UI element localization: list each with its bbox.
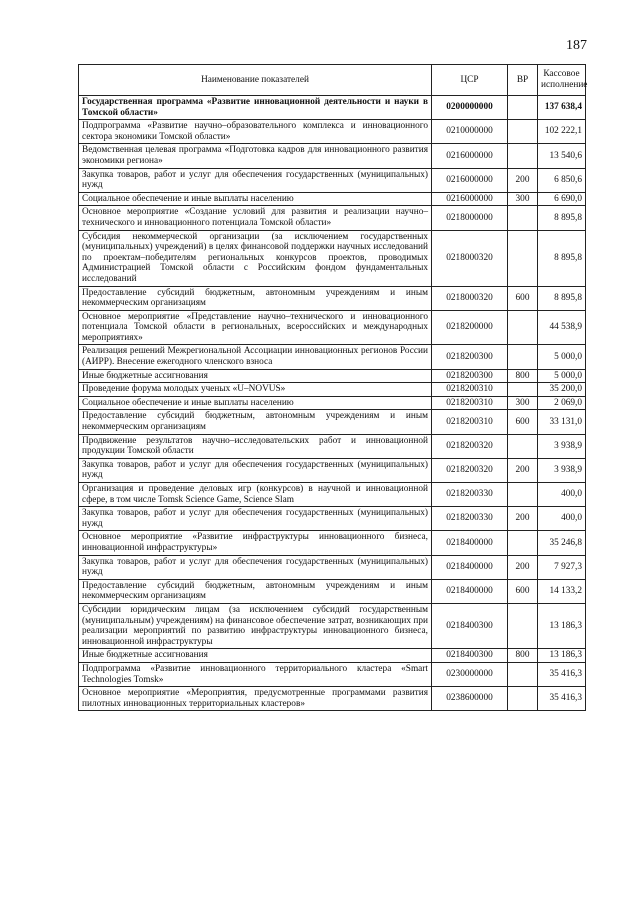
cell-amount: 13 186,3 <box>538 649 586 663</box>
cell-name: Закупка товаров, работ и услуг для обеспечения государственных (муниципальных) нужд <box>79 458 432 482</box>
cell-name: Подпрограмма «Развитие научно–образовательного комплекса и инновационного сектора экономики Томской области» <box>79 120 432 144</box>
cell-name: Реализация решений Межрегиональной Ассоциации инновационных регионов России (АИРР). Внесение ежегодного членского взноса <box>79 345 432 369</box>
header-vr: ВР <box>508 65 538 96</box>
cell-csr: 0210000000 <box>432 120 508 144</box>
cell-vr <box>508 434 538 458</box>
cell-name: Продвижение результатов научно–исследовательских работ и инновационной продукции Томской области <box>79 434 432 458</box>
table-row <box>79 507 586 531</box>
cell-amount: 137 638,4 <box>538 96 586 120</box>
cell-csr: 0218400000 <box>432 555 508 579</box>
table-row <box>79 310 586 345</box>
cell-amount: 6 850,6 <box>538 168 586 192</box>
table-row <box>79 458 586 482</box>
cell-csr: 0218200320 <box>432 458 508 482</box>
cell-csr: 0230000000 <box>432 662 508 686</box>
cell-csr: 0200000000 <box>432 96 508 120</box>
table-row <box>79 369 586 383</box>
cell-name: Социальное обеспечение и иные выплаты населению <box>79 192 432 206</box>
table-body <box>79 96 586 711</box>
table-row <box>79 687 586 711</box>
table-row <box>79 96 586 120</box>
table-row <box>79 286 586 310</box>
cell-amount: 35 246,8 <box>538 531 586 555</box>
cell-amount: 44 538,9 <box>538 310 586 345</box>
cell-vr: 300 <box>508 192 538 206</box>
cell-name: Предоставление субсидий бюджетным, автономным учреждениям и иным некоммерческим организациям <box>79 286 432 310</box>
cell-csr: 0218200000 <box>432 310 508 345</box>
page-number: 187 <box>566 38 587 53</box>
cell-name: Субсидия некоммерческой организации (за исключением государственных (муниципальных) учреждений) в целях финансовой поддержки научных исследований по проектам–победителям региональных конкурсов проектов, проводимых Администрацией Томской области с Российским фондом фундаментальных исследований <box>79 230 432 286</box>
cell-csr: 0218200320 <box>432 434 508 458</box>
cell-amount: 35 416,3 <box>538 687 586 711</box>
cell-csr: 0218000320 <box>432 230 508 286</box>
cell-amount: 8 895,8 <box>538 206 586 230</box>
cell-name: Предоставление субсидий бюджетным, автономным учреждениям и иным некоммерческим организациям <box>79 410 432 434</box>
table-row <box>79 192 586 206</box>
cell-vr <box>508 144 538 168</box>
cell-amount: 35 416,3 <box>538 662 586 686</box>
budget-execution-table <box>78 64 586 711</box>
cell-vr <box>508 662 538 686</box>
cell-name: Закупка товаров, работ и услуг для обеспечения государственных (муниципальных) нужд <box>79 168 432 192</box>
cell-amount: 14 133,2 <box>538 579 586 603</box>
table-row <box>79 555 586 579</box>
table-row <box>79 662 586 686</box>
header-cash-execution: Кассовое исполнение <box>538 65 586 96</box>
cell-csr: 0218200330 <box>432 483 508 507</box>
header-csr: ЦСР <box>432 65 508 96</box>
cell-csr: 0218200300 <box>432 345 508 369</box>
cell-csr: 0218000000 <box>432 206 508 230</box>
cell-vr: 600 <box>508 286 538 310</box>
cell-vr: 600 <box>508 579 538 603</box>
table-row <box>79 230 586 286</box>
cell-name: Основное мероприятие «Представление научно–технического и инновационного потенциала Томской области в региональных, всероссийских и международных мероприятиях» <box>79 310 432 345</box>
cell-vr <box>508 483 538 507</box>
cell-name: Организация и проведение деловых игр (конкурсов) в научной и инновационной сфере, в том числе Tomsk Science Game, Science Slam <box>79 483 432 507</box>
table-header-row <box>79 65 586 96</box>
header-indicator-name: Наименование показателей <box>79 65 432 96</box>
cell-amount: 6 690,0 <box>538 192 586 206</box>
cell-amount: 8 895,8 <box>538 230 586 286</box>
cell-vr: 800 <box>508 369 538 383</box>
cell-vr: 300 <box>508 396 538 410</box>
table-row <box>79 345 586 369</box>
cell-amount: 3 938,9 <box>538 434 586 458</box>
cell-amount: 102 222,1 <box>538 120 586 144</box>
table-row <box>79 483 586 507</box>
cell-vr <box>508 310 538 345</box>
cell-csr: 0238600000 <box>432 687 508 711</box>
cell-vr <box>508 531 538 555</box>
table-row <box>79 144 586 168</box>
cell-vr <box>508 96 538 120</box>
table-row <box>79 649 586 663</box>
table-row <box>79 396 586 410</box>
cell-amount: 5 000,0 <box>538 345 586 369</box>
cell-csr: 0218400000 <box>432 579 508 603</box>
cell-vr: 200 <box>508 555 538 579</box>
table-row <box>79 383 586 397</box>
cell-name: Основное мероприятие «Мероприятия, предусмотренные программами развития пилотных инновационных территориальных кластеров» <box>79 687 432 711</box>
cell-amount: 2 069,0 <box>538 396 586 410</box>
cell-name: Проведение форума молодых ученых «U–NOVUS» <box>79 383 432 397</box>
table-row <box>79 410 586 434</box>
cell-name: Закупка товаров, работ и услуг для обеспечения государственных (муниципальных) нужд <box>79 507 432 531</box>
cell-amount: 3 938,9 <box>538 458 586 482</box>
table-row <box>79 168 586 192</box>
cell-amount: 7 927,3 <box>538 555 586 579</box>
cell-name: Социальное обеспечение и иные выплаты населению <box>79 396 432 410</box>
cell-vr: 800 <box>508 649 538 663</box>
cell-vr: 200 <box>508 507 538 531</box>
cell-amount: 400,0 <box>538 483 586 507</box>
cell-vr: 200 <box>508 458 538 482</box>
cell-name: Субсидии юридическим лицам (за исключением субсидий государственным (муниципальным) учреждениям) на финансовое обеспечение затрат, возникающих при реализации мероприятий по развитию инфраструктуры инновационного бизнеса, инновационной инфраструктуры <box>79 603 432 648</box>
table-row <box>79 206 586 230</box>
table-row <box>79 531 586 555</box>
cell-name: Основное мероприятие «Создание условий для развития и реализации научно–технического и инновационного потенциала Томской области» <box>79 206 432 230</box>
cell-name: Государственная программа «Развитие инновационной деятельности и науки в Томской области» <box>79 96 432 120</box>
cell-csr: 0218200310 <box>432 410 508 434</box>
cell-csr: 0218400300 <box>432 649 508 663</box>
cell-vr <box>508 120 538 144</box>
cell-vr <box>508 383 538 397</box>
cell-amount: 8 895,8 <box>538 286 586 310</box>
cell-amount: 33 131,0 <box>538 410 586 434</box>
cell-amount: 35 200,0 <box>538 383 586 397</box>
cell-csr: 0218200330 <box>432 507 508 531</box>
cell-csr: 0216000000 <box>432 144 508 168</box>
cell-name: Подпрограмма «Развитие инновационного территориального кластера «Smart Technologies Tomsk» <box>79 662 432 686</box>
cell-csr: 0218200300 <box>432 369 508 383</box>
cell-vr <box>508 345 538 369</box>
cell-amount: 400,0 <box>538 507 586 531</box>
cell-csr: 0218000320 <box>432 286 508 310</box>
cell-csr: 0218400300 <box>432 603 508 648</box>
cell-vr <box>508 687 538 711</box>
table-row <box>79 579 586 603</box>
cell-name: Основное мероприятие «Развитие инфраструктуры инновационного бизнеса, инновационной инфраструктуры» <box>79 531 432 555</box>
cell-name: Ведомственная целевая программа «Подготовка кадров для инновационного развития экономики региона» <box>79 144 432 168</box>
cell-vr: 200 <box>508 168 538 192</box>
cell-name: Предоставление субсидий бюджетным, автономным учреждениям и иным некоммерческим организациям <box>79 579 432 603</box>
cell-name: Закупка товаров, работ и услуг для обеспечения государственных (муниципальных) нужд <box>79 555 432 579</box>
cell-amount: 5 000,0 <box>538 369 586 383</box>
cell-amount: 13 186,3 <box>538 603 586 648</box>
table-row <box>79 120 586 144</box>
cell-name: Иные бюджетные ассигнования <box>79 649 432 663</box>
cell-vr: 600 <box>508 410 538 434</box>
cell-csr: 0218200310 <box>432 396 508 410</box>
cell-csr: 0216000000 <box>432 192 508 206</box>
cell-amount: 13 540,6 <box>538 144 586 168</box>
table-row <box>79 603 586 648</box>
cell-name: Иные бюджетные ассигнования <box>79 369 432 383</box>
cell-csr: 0218400000 <box>432 531 508 555</box>
cell-vr <box>508 206 538 230</box>
table-row <box>79 434 586 458</box>
cell-csr: 0216000000 <box>432 168 508 192</box>
cell-vr <box>508 603 538 648</box>
cell-csr: 0218200310 <box>432 383 508 397</box>
cell-vr <box>508 230 538 286</box>
